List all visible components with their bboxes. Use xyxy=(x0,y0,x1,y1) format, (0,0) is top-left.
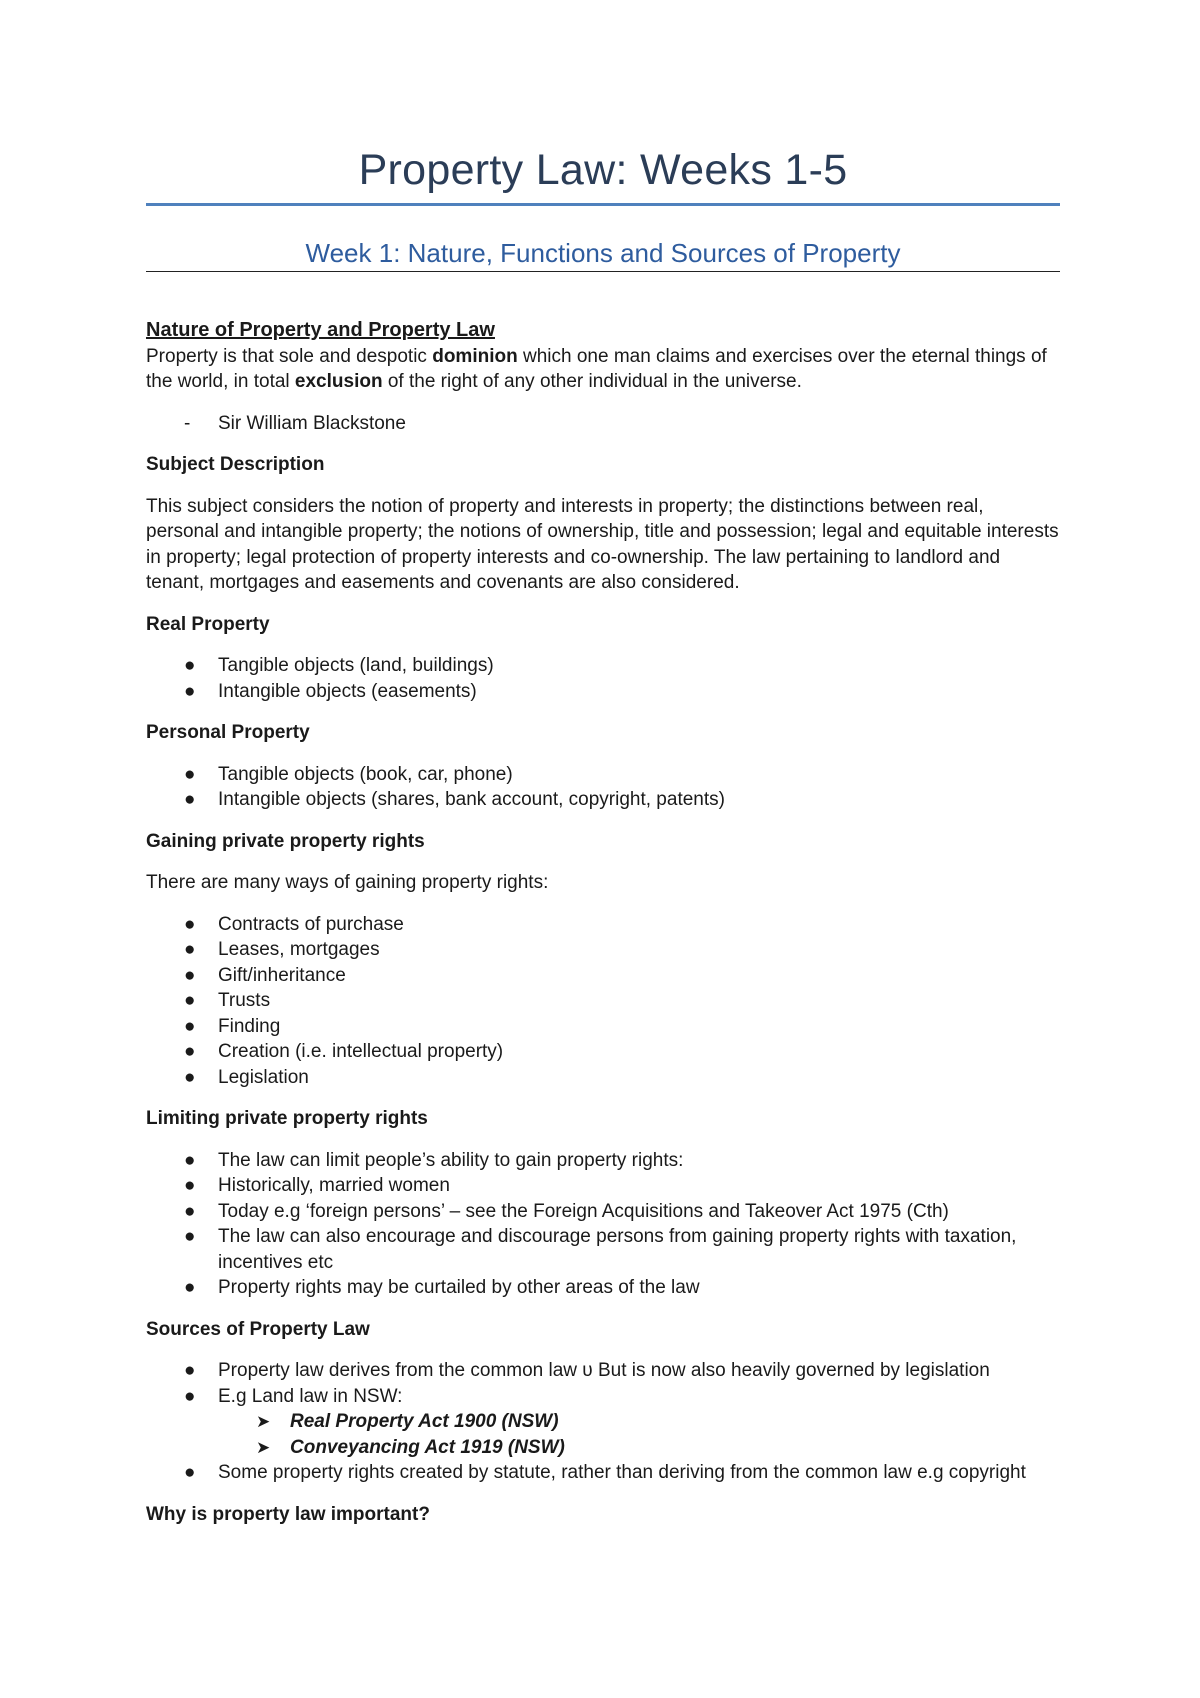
arrow-bullet-icon: ➤ xyxy=(256,1437,271,1457)
section-heading-gaining: Gaining private property rights xyxy=(146,830,425,852)
sub-list-item: ➤ Real Property Act 1900 (NSW) xyxy=(146,1409,1060,1435)
bullet-icon: ● xyxy=(184,763,196,785)
list-item: ● Creation (i.e. intellectual property) xyxy=(146,1039,1060,1065)
section-heading-nature: Nature of Property and Property Law xyxy=(146,319,495,341)
list-item: ● Finding xyxy=(146,1014,1060,1040)
list-item: ● The law can also encourage and discourage persons from gaining property rights with taxation, incentives etc xyxy=(184,1226,1017,1273)
week-heading: Week 1: Nature, Functions and Sources of Property xyxy=(305,238,901,268)
list-item: ● Gift/inheritance xyxy=(146,963,1060,989)
bullet-icon: ● xyxy=(184,964,196,986)
list-item: ● Tangible objects (book, car, phone) xyxy=(146,762,1060,788)
bullet-icon: ● xyxy=(184,990,196,1011)
bullet-icon: ● xyxy=(184,1226,196,1247)
real-property-list xyxy=(146,653,1060,704)
blackstone-quote: Property is that sole and despotic dominion which one man claims and exercises over the eternal things of the world, in total exclusion of the right of any other individual in the universe. xyxy=(146,345,1047,392)
list-item: ● Legislation xyxy=(146,1065,1060,1091)
section-heading-sources: Sources of Property Law xyxy=(146,1318,370,1340)
list-item: ● Property law derives from the common law υ But is now also heavily governed by legislation xyxy=(146,1358,1060,1384)
gaining-intro: There are many ways of gaining property rights: xyxy=(146,872,549,893)
bullet-icon: ● xyxy=(184,1175,196,1196)
subject-description: This subject considers the notion of property and interests in property; the distinctions between real, personal and intangible property; the notions of ownership, title and possession; legal and equitable interests in property; legal protection of property interests and co-ownership. The law pertaining to landlord and tenant, mortgages and easements and covenants are also considered. xyxy=(146,495,1059,593)
list-item: ● Intangible objects (easements) xyxy=(146,679,1060,705)
list-item: ● E.g Land law in NSW: xyxy=(146,1384,1060,1410)
section-heading-personal: Personal Property xyxy=(146,722,310,743)
document-body xyxy=(146,318,1060,1527)
section-heading-subject: Subject Description xyxy=(146,454,325,475)
section-heading-why: Why is property law important? xyxy=(146,1503,430,1525)
section-heading-limiting: Limiting private property rights xyxy=(146,1108,428,1129)
list-item: ● Some property rights created by statute, rather than deriving from the common law e.g copyright xyxy=(146,1460,1060,1486)
bullet-icon: ● xyxy=(184,913,196,935)
list-item: ● Trusts xyxy=(146,988,1060,1014)
list-item: ● The law can limit people’s ability to gain property rights: xyxy=(146,1148,1060,1174)
list-item: ● Contracts of purchase xyxy=(146,912,1060,938)
bullet-icon: ● xyxy=(184,1385,196,1407)
list-item: ● Tangible objects (land, buildings) xyxy=(146,653,1060,679)
limiting-list xyxy=(146,1148,1060,1301)
gaining-list xyxy=(146,912,1060,1091)
bullet-icon: ● xyxy=(184,1200,196,1222)
quote-attribution: - Sir William Blackstone xyxy=(184,412,406,434)
personal-property-list xyxy=(146,762,1060,813)
bullet-icon: ● xyxy=(184,789,196,810)
section-heading-real: Real Property xyxy=(146,613,270,635)
bullet-icon: ● xyxy=(184,1462,196,1483)
bullet-icon: ● xyxy=(184,939,196,960)
list-item: ● Leases, mortgages xyxy=(146,937,1060,963)
bullet-icon: ● xyxy=(184,1360,196,1381)
week-rule xyxy=(146,271,1060,272)
list-item: ● Historically, married women xyxy=(146,1173,1060,1199)
bullet-icon: ● xyxy=(184,1066,196,1088)
bullet-icon: ● xyxy=(184,1015,196,1037)
bullet-icon: ● xyxy=(184,655,196,676)
list-item: ● Today e.g ‘foreign persons’ – see the Foreign Acquisitions and Takeover Act 1975 (Cth) xyxy=(146,1199,1060,1225)
document-title: Property Law: Weeks 1-5 xyxy=(358,146,848,194)
list-item: ● Property rights may be curtailed by other areas of the law xyxy=(146,1275,1060,1301)
title-rule xyxy=(146,203,1060,206)
bullet-icon: ● xyxy=(184,1277,196,1298)
bullet-icon: ● xyxy=(184,1041,196,1062)
bullet-icon: ● xyxy=(184,1149,196,1171)
arrow-bullet-icon: ➤ xyxy=(256,1412,271,1431)
sources-list xyxy=(146,1358,1060,1486)
sub-list-item: ➤ Conveyancing Act 1919 (NSW) xyxy=(146,1435,1060,1461)
bullet-icon: ● xyxy=(184,680,196,702)
list-item: ● Intangible objects (shares, bank account, copyright, patents) xyxy=(146,787,1060,813)
